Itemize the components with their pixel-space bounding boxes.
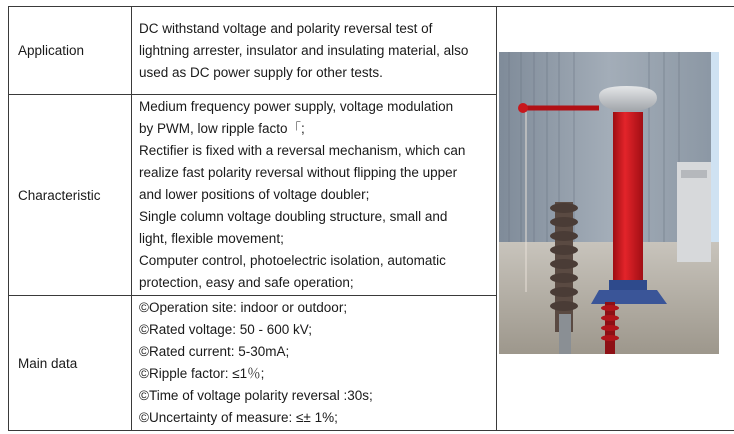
text-line: realize fast polarity reversal without flipping the upper xyxy=(139,165,458,180)
main-data-label: Main data xyxy=(9,296,132,431)
text-line: ©Ripple factor: ≤1％; xyxy=(139,366,265,381)
spec-table xyxy=(8,6,734,431)
text-line: and lower positions of voltage doubler; xyxy=(139,187,370,202)
photo-cell xyxy=(497,7,734,431)
text-line: Single column voltage doubling structure, small and xyxy=(139,209,448,224)
text-line: by PWM, low ripple facto「; xyxy=(139,121,305,136)
text-line: ©Time of voltage polarity reversal :30s; xyxy=(139,388,373,403)
text-line: Computer control, photoelectric isolation, automatic xyxy=(139,253,446,268)
application-row xyxy=(9,7,734,95)
product-photo xyxy=(499,52,719,354)
text-line: Rectifier is fixed with a reversal mechanism, which can xyxy=(139,143,466,158)
main-data-text xyxy=(132,296,497,431)
application-text xyxy=(132,7,497,95)
text-line: ©Rated current: 5-30mA; xyxy=(139,344,290,359)
text-line: DC withstand voltage and polarity reversal test of xyxy=(139,20,433,36)
text-line: ©Uncertainty of measure: ≤± 1%; xyxy=(139,410,338,425)
text-line: used as DC power supply for other tests. xyxy=(139,64,383,80)
characteristic-label: Characteristic xyxy=(9,95,132,296)
text-line: Medium frequency power supply, voltage modulation xyxy=(139,99,454,114)
text-line: lightning arrester, insulator and insulating material, also xyxy=(139,42,469,58)
characteristic-text xyxy=(132,95,497,296)
text-line: light, flexible movement; xyxy=(139,231,284,246)
application-label: Application xyxy=(9,7,132,95)
hv-generator-photo xyxy=(499,52,719,354)
text-line: ©Operation site: indoor or outdoor; xyxy=(139,300,348,315)
text-line: ©Rated voltage: 50 - 600 kV; xyxy=(139,322,313,337)
text-line: protection, easy and safe operation; xyxy=(139,275,354,290)
